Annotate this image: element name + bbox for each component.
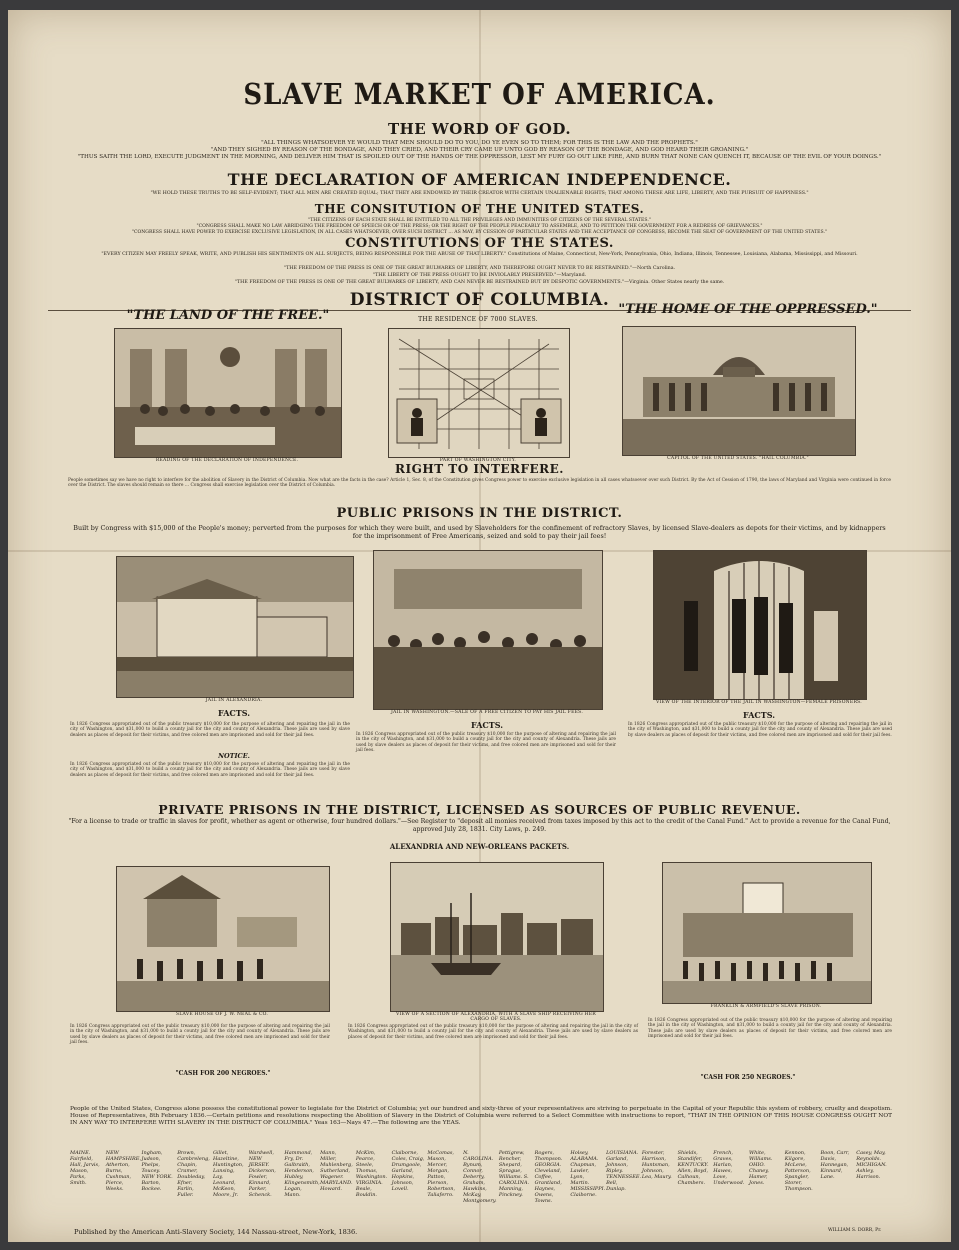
yeas-name-column: French, Graves, Harlan, Hawes, Love, Underwood. [713, 1150, 745, 1186]
facts-heading-center: FACTS. [470, 720, 503, 730]
right-to-interfere-heading: RIGHT TO INTERFERE. [395, 462, 564, 476]
yeas-name-column: Forester, Harrison, Huntsman, Johnson, Lea, Maury. [641, 1150, 672, 1180]
engraving-alexandria-waterfront [390, 862, 604, 1012]
declaration-text: "WE HOLD THESE TRUTHS TO BE SELF-EVIDENT; THAT ALL MEN ARE CREATED EQUAL; THAT THEY ARE ENDOWED BY THEIR CREATOR WITH CERTAIN UNALIENABLE RIGHTS; THAT AMONG THESE ARE LIFE, LIBERTY, AND THE PURSUIT OF HAPPINESS." [150, 191, 809, 196]
publisher-line: Published by the American Anti-Slavery Society, 144 Nassau-street, New-York, 1836. [74, 1228, 358, 1236]
states-line-4: "THE FREEDOM OF THE PRESS IS ONE OF THE GREAT BULWARKS OF LIBERTY, AND CAN NEVER BE RESTRAINED BUT BY DESPOTIC GOVERNMENTS."—Virginia. Other States nearly the same. [234, 280, 725, 285]
engraving-jail-interior [653, 550, 867, 700]
engraving-alexandria-jail [116, 556, 354, 698]
packets-heading: ALEXANDRIA AND NEW-ORLEANS PACKETS. [389, 842, 570, 851]
footer-text: People of the United States, Congress alone possess the constitutional power to legislate for the District of Columbia; yet our hundred and sixty-three of your representatives are striving to perpetuate in the Capital of your Republic this system of robbery, cruelty and despotism. House of Representatives, 8th February 1836.—Certain petitions and resolutions respecting the Abolition of Slavery in the District of Columbia were referred to a Select Committee with instructions to report, "THAT IN THE OPINION OF THIS HOUSE CONGRESS OUGHT NOT IN ANY WAY TO INTERFERE WITH SLAVERY IN THE DISTRICT OF COLUMBIA." Yeas 163—Nays 47.—The following are the YEAS. [70, 1106, 892, 1127]
city-plan-illustration [389, 329, 569, 457]
facts-text-left: In 1826 Congress appropriated out of the public treasury $10,000 for the purpose of altering and repairing the jail in the city of Washington, and $31,000 to build a county jail for the city and county of Alexandria. These jails are used by slave dealers as places of deposit for their victims, and free colored men are imprisoned and sold for their jail fees. [70, 722, 350, 738]
franklin-text: In 1826 Congress appropriated out of the public treasury $10,000 for the purpose of altering and repairing the jail in the city of Washington, and $31,000 to build a county jail for the city and county of Alexandria. These jails are used by slave dealers as places of deposit for their victims, and free colored men are imprisoned and sold for their jail fees. [648, 1018, 892, 1040]
yeas-name-column: McComas, Mason, Mercer, Morgan, Patton, Pierson, Robertson, Taliaferro. [427, 1150, 456, 1198]
yeas-name-column: Kennon, Kilgore, McLene, Patterson, Spangler, Storer, Thompson. [784, 1150, 813, 1192]
yeas-name-column: Shields, Standifer, KENTUCKY. Allen, Boyd, Calhoun, Chambers. [677, 1150, 709, 1186]
constitution-us-line-2: "CONGRESS SHALL MAKE NO LAW ABRIDGING THE FREEDOM OF SPEECH OR OF THE PRESS; OR THE RIGHT OF THE PEOPLE PEACEABLY TO ASSEMBLE, AND TO PETITION THE GOVERNMENT FOR A REDRESS OF GRIEVANCES." [196, 224, 763, 229]
yeas-name-column: N. CAROLINA. Bynum, Connor, Deberry, Graham, Hawkins, McKay, Montgomery. [463, 1150, 497, 1204]
yeas-name-column: Brown, Cambreleng, Chapin, Cramer, Doubleday, Efner, Farlin, Fuller. [177, 1150, 210, 1198]
yeas-name-column: McKim, Pearce, Steele, Thomas, Washington. VIRGINIA. Beale, Bouldin. [355, 1150, 388, 1198]
right-to-interfere-text: People sometimes say we have no right to interfere for the abolition of Slavery in the District of Columbia. Now what are the facts in the case? Article 1, Sec. 8, of the Constitution gives Congress power to exercise exclusive legislation in all cases whatsoever over such District. By the Act of Cession of 1790, the laws of Maryland and Virginia were continued in force over the District. The slaves should remain so there ... Congress shall exercise legislation over the District of Columbia. [68, 478, 891, 489]
capitol-illustration [623, 327, 855, 455]
neal-slave-house-illustration [117, 867, 329, 1011]
yeas-name-column: LOUISIANA. Garland, Johnson, Ripley. TENNESSEE. Bell, Dunlap. [606, 1150, 642, 1192]
engraving-franklin-armfield-prison [662, 862, 872, 1004]
declaration-heading: THE DECLARATION OF AMERICAN INDEPENDENCE. [227, 170, 732, 189]
neal-text: In 1826 Congress appropriated out of the public treasury $10,000 for the purpose of altering and repairing the jail in the city of Washington, and $31,000 to build a county jail for the city and county of Alexandria. These jails are used by slave dealers as places of deposit for their victims, and free colored men are imprisoned and sold for their jail fees. [70, 1024, 330, 1046]
district-heading: DISTRICT OF COLUMBIA. [349, 290, 610, 310]
engraving-capitol [622, 326, 856, 456]
neal-slave-house-caption: SLAVE HOUSE OF J. W. NEAL & CO. [175, 1012, 269, 1017]
franklin-armfield-illustration [663, 863, 871, 1003]
yeas-name-column: Wardwell, NEW JERSEY. Dickerson, Fowler, Kinnard, Parker, Schenck. [248, 1150, 276, 1198]
scripture-quote-1: "ALL THINGS WHATSOEVER YE WOULD THAT MEN SHOULD DO TO YOU, DO YE EVEN SO TO THEM; FOR THIS IS THE LAW AND THE PROPHETS." [261, 140, 698, 146]
yeas-name-column: Rogers, Thompson. GEORGIA. Cleveland, Coffee, Grantland, Haynes, Owens, Towns. [534, 1150, 563, 1204]
facts-text-center: In 1826 Congress appropriated out of the public treasury $10,000 for the purpose of altering and repairing the jail in the city of Washington, and $31,000 to build a county jail for the city and county of Alexandria. These jails are used by slave dealers as places of deposit for their victims, and free colored men are imprisoned and sold for their jail fees. [356, 732, 616, 754]
map-caption: PART OF WASHINGTON CITY. [439, 458, 517, 463]
engraving-declaration-reading [114, 328, 342, 458]
home-of-oppressed-heading: "THE HOME OF THE OPPRESSED." [618, 302, 878, 317]
yeas-name-column: Mann, Miller, Muhlenberg, Sutherland, Wagener. MARYLAND. Howard. [320, 1150, 353, 1192]
declaration-caption: READING OF THE DECLARATION OF INDEPENDENCE. [155, 458, 299, 463]
yeas-name-column: Casey, May, Reynolds. MICHIGAN. Ashley, Harrison. [856, 1150, 887, 1180]
yeas-name-column: Holsey, ALABAMA. Chapman, Lawler, Lyon, Martin. MISSISSIPPI. Claiborne. [570, 1150, 606, 1198]
printer-line: WILLIAM S. DORR, Pr. [828, 1228, 882, 1233]
constitutions-states-heading: CONSTITUTIONS OF THE STATES. [345, 236, 614, 251]
public-prisons-subtitle: Built by Congress with $15,000 of the People's money; perverted from the purposes for which they were built, and used by Slaveholders for the confinement of refractory Slaves, by licensed Slave-dealers as depots for their victims, and by kidnappers for the imprisonment of Free Americans, seized and sold to pay their jail fees! [73, 524, 886, 540]
word-of-god-heading: THE WORD OF GOD. [387, 120, 572, 138]
private-prisons-subtitle: "For a license to trade or traffic in slaves for profit, whether as agent or otherwise, four hundred dollars."—See Register to "deposit all monies received from taxes imposed by this act to the credit of the Canal Fund." Act to provide a revenue for the Canal Fund, approved July 28, 1831. City Laws, p. 249. [68, 818, 891, 833]
yeas-name-column: Gillet, Hazeltine, Huntington, Lansing, Lay, Leonard, McKeon, Moore, Jr. [212, 1150, 244, 1198]
yeas-name-column: NEW HAMPSHIRE. Atherton, Burns, Cushman, Pierce, Weeks. [105, 1150, 141, 1192]
capitol-caption: CAPITOL OF THE UNITED STATES. "HAIL COLUMBIA." [667, 456, 809, 461]
yeas-name-column: White, Williams. OHIO. Chaney, Hamer, Jones. [749, 1150, 773, 1186]
washington-jail-caption: JAIL IN WASHINGTON.—SALE OF A FREE CITIZEN TO PAY HIS JAIL FEES. [390, 710, 584, 715]
land-of-free-heading: "THE LAND OF THE FREE." [126, 308, 330, 323]
declaration-scene-illustration [115, 329, 341, 457]
yeas-name-column: Pettigrew, Rencher, Shepard, Sprague, Williams. S. CAROLINA. Manning, Pinckney. [498, 1150, 530, 1198]
map-washington-city [388, 328, 570, 458]
states-line-1: "EVERY CITIZEN MAY FREELY SPEAK, WRITE, AND PUBLISH HIS SENTIMENTS ON ALL SUBJECTS, BEING RESPONSIBLE FOR THE ABUSE OF THAT LIBERTY." Constitutions of Maine, Connecticut, New-York, Pennsylvania, Ohio, Indiana, Illinois, Tennessee, Louisiana, Alabama, Mississippi, and Missouri. [101, 252, 858, 257]
cash-200-advert: "CASH FOR 200 NEGROES." [175, 1070, 271, 1077]
jail-interior-illustration [654, 551, 866, 699]
washington-jail-illustration [374, 551, 602, 709]
public-prisons-heading: PUBLIC PRISONS IN THE DISTRICT. [336, 506, 623, 521]
yeas-name-column: Claiborne, Coles, Craig, Drumgoole, Garland, Hopkins, Johnson, Lovell. [391, 1150, 425, 1192]
yeas-name-column: Boon, Carr, Davis, Hannegan, Kinnard, Lane. [820, 1150, 850, 1180]
residence-heading: THE RESIDENCE OF 7000 SLAVES. [418, 316, 538, 323]
franklin-armfield-caption: FRANKLIN & ARMFIELD'S SLAVE PRISON. [710, 1004, 822, 1009]
jail-interior-caption: VIEW OF THE INTERIOR OF THE JAIL IN WASHINGTON—FEMALE PRISONERS. [656, 700, 862, 705]
states-line-2: "THE FREEDOM OF THE PRESS IS ONE OF THE GREAT BULWARKS OF LIBERTY, AND THEREFORE OUGHT NEVER TO BE RESTRAINED."—North Carolina. [283, 266, 676, 271]
packets-text: In 1826 Congress appropriated out of the public treasury $10,000 for the purpose of altering and repairing the jail in the city of Washington, and $31,000 to build a county jail for the city and county of Alexandria. These jails are used by slave dealers as places of deposit for their victims, and free colored men are imprisoned and sold for their jail fees. [348, 1024, 638, 1040]
constitution-us-line-3: "CONGRESS SHALL HAVE POWER TO EXERCISE EXCLUSIVE LEGISLATION, IN ALL CASES WHATSOEVER, OVER SUCH DISTRICT ... AS MAY, BY CESSION OF PARTICULAR STATES AND THE ACCEPTANCE OF CONGRESS, BECOME THE SEAT OF GOVERNMENT OF THE UNITED STATES." [131, 230, 828, 235]
alexandria-jail-illustration [117, 557, 353, 697]
yeas-name-column: Hammond, Fry, Dr. Galbraith, Henderson, Hubley, Klingensmith, Logan, Mann. [284, 1150, 320, 1198]
scripture-quote-2: "AND THEY SIGHED BY REASON OF THE BONDAGE, AND THEY CRIED, AND THEIR CRY CAME UP UNTO GOD BY REASON OF THE BONDAGE, AND GOD HEARD THEIR GROANING." [210, 147, 749, 153]
states-line-3: "THE LIBERTY OF THE PRESS OUGHT TO BE INVIOLABLY PRESERVED."—Maryland. [372, 273, 587, 278]
facts-text-right: In 1826 Congress appropriated out of the public treasury $10,000 for the purpose of altering and repairing the jail in the city of Washington, and $31,000 to build a county jail for the city and county of Alexandria. These jails are used by slave dealers as places of deposit for their victims, and free colored men are imprisoned and sold for their jail fees. [628, 722, 892, 738]
facts-heading-right: FACTS. [742, 710, 775, 720]
page-title: SLAVE MARKET OF AMERICA. [243, 78, 716, 112]
yeas-name-column: MAINE. Fairfield, Hall, Jarvis, Mason, Parks, Smith. [70, 1150, 100, 1186]
constitution-us-line-1: "THE CITIZENS OF EACH STATE SHALL BE ENTITLED TO ALL THE PRIVILEGES AND IMMUNITIES OF CITIZENS OF THE SEVERAL STATES." [308, 218, 651, 223]
cash-250-advert: "CASH FOR 250 NEGROES." [700, 1074, 796, 1081]
constitution-us-heading: THE CONSITUTION OF THE UNITED STATES. [314, 202, 645, 216]
alexandria-waterfront-caption: VIEW OF A SECTION OF ALEXANDRIA, WITH A SLAVE SHIP RECEIVING HER CARGO OF SLAVES. [396, 1012, 596, 1022]
private-prisons-heading: PRIVATE PRISONS IN THE DISTRICT, LICENSED AS SOURCES OF PUBLIC REVENUE. [158, 802, 801, 817]
notice-text: In 1826 Congress appropriated out of the public treasury $10,000 for the purpose of altering and repairing the jail in the city of Washington, and $31,000 to build a county jail for the city and county of Alexandria. These jails are used by slave dealers as places of deposit for their victims, and free colored men are imprisoned and sold for their jail fees. [70, 762, 350, 778]
alexandria-waterfront-illustration [391, 863, 603, 1011]
broadside-sheet [8, 10, 951, 1242]
alexandria-jail-caption: JAIL IN ALEXANDRIA. [205, 698, 263, 703]
engraving-washington-jail [373, 550, 603, 710]
scripture-quote-3: "THUS SAITH THE LORD, EXECUTE JUDGMENT IN THE MORNING, AND DELIVER HIM THAT IS SPOILED OUT OF THE HANDS OF THE OPPRESSOR, LEST MY FURY GO OUT LIKE FIRE, AND BURN THAT NONE CAN QUENCH IT, BECAUSE OF THE EVIL OF YOUR DOINGS." [77, 154, 882, 160]
yeas-name-column: Ingham, Judson, Phelps, Toucey. NEW YORK. Barton, Bockee. [141, 1150, 173, 1192]
facts-heading-left: FACTS. [217, 708, 250, 718]
engraving-neal-slave-house [116, 866, 330, 1012]
notice-heading: NOTICE. [218, 752, 250, 760]
